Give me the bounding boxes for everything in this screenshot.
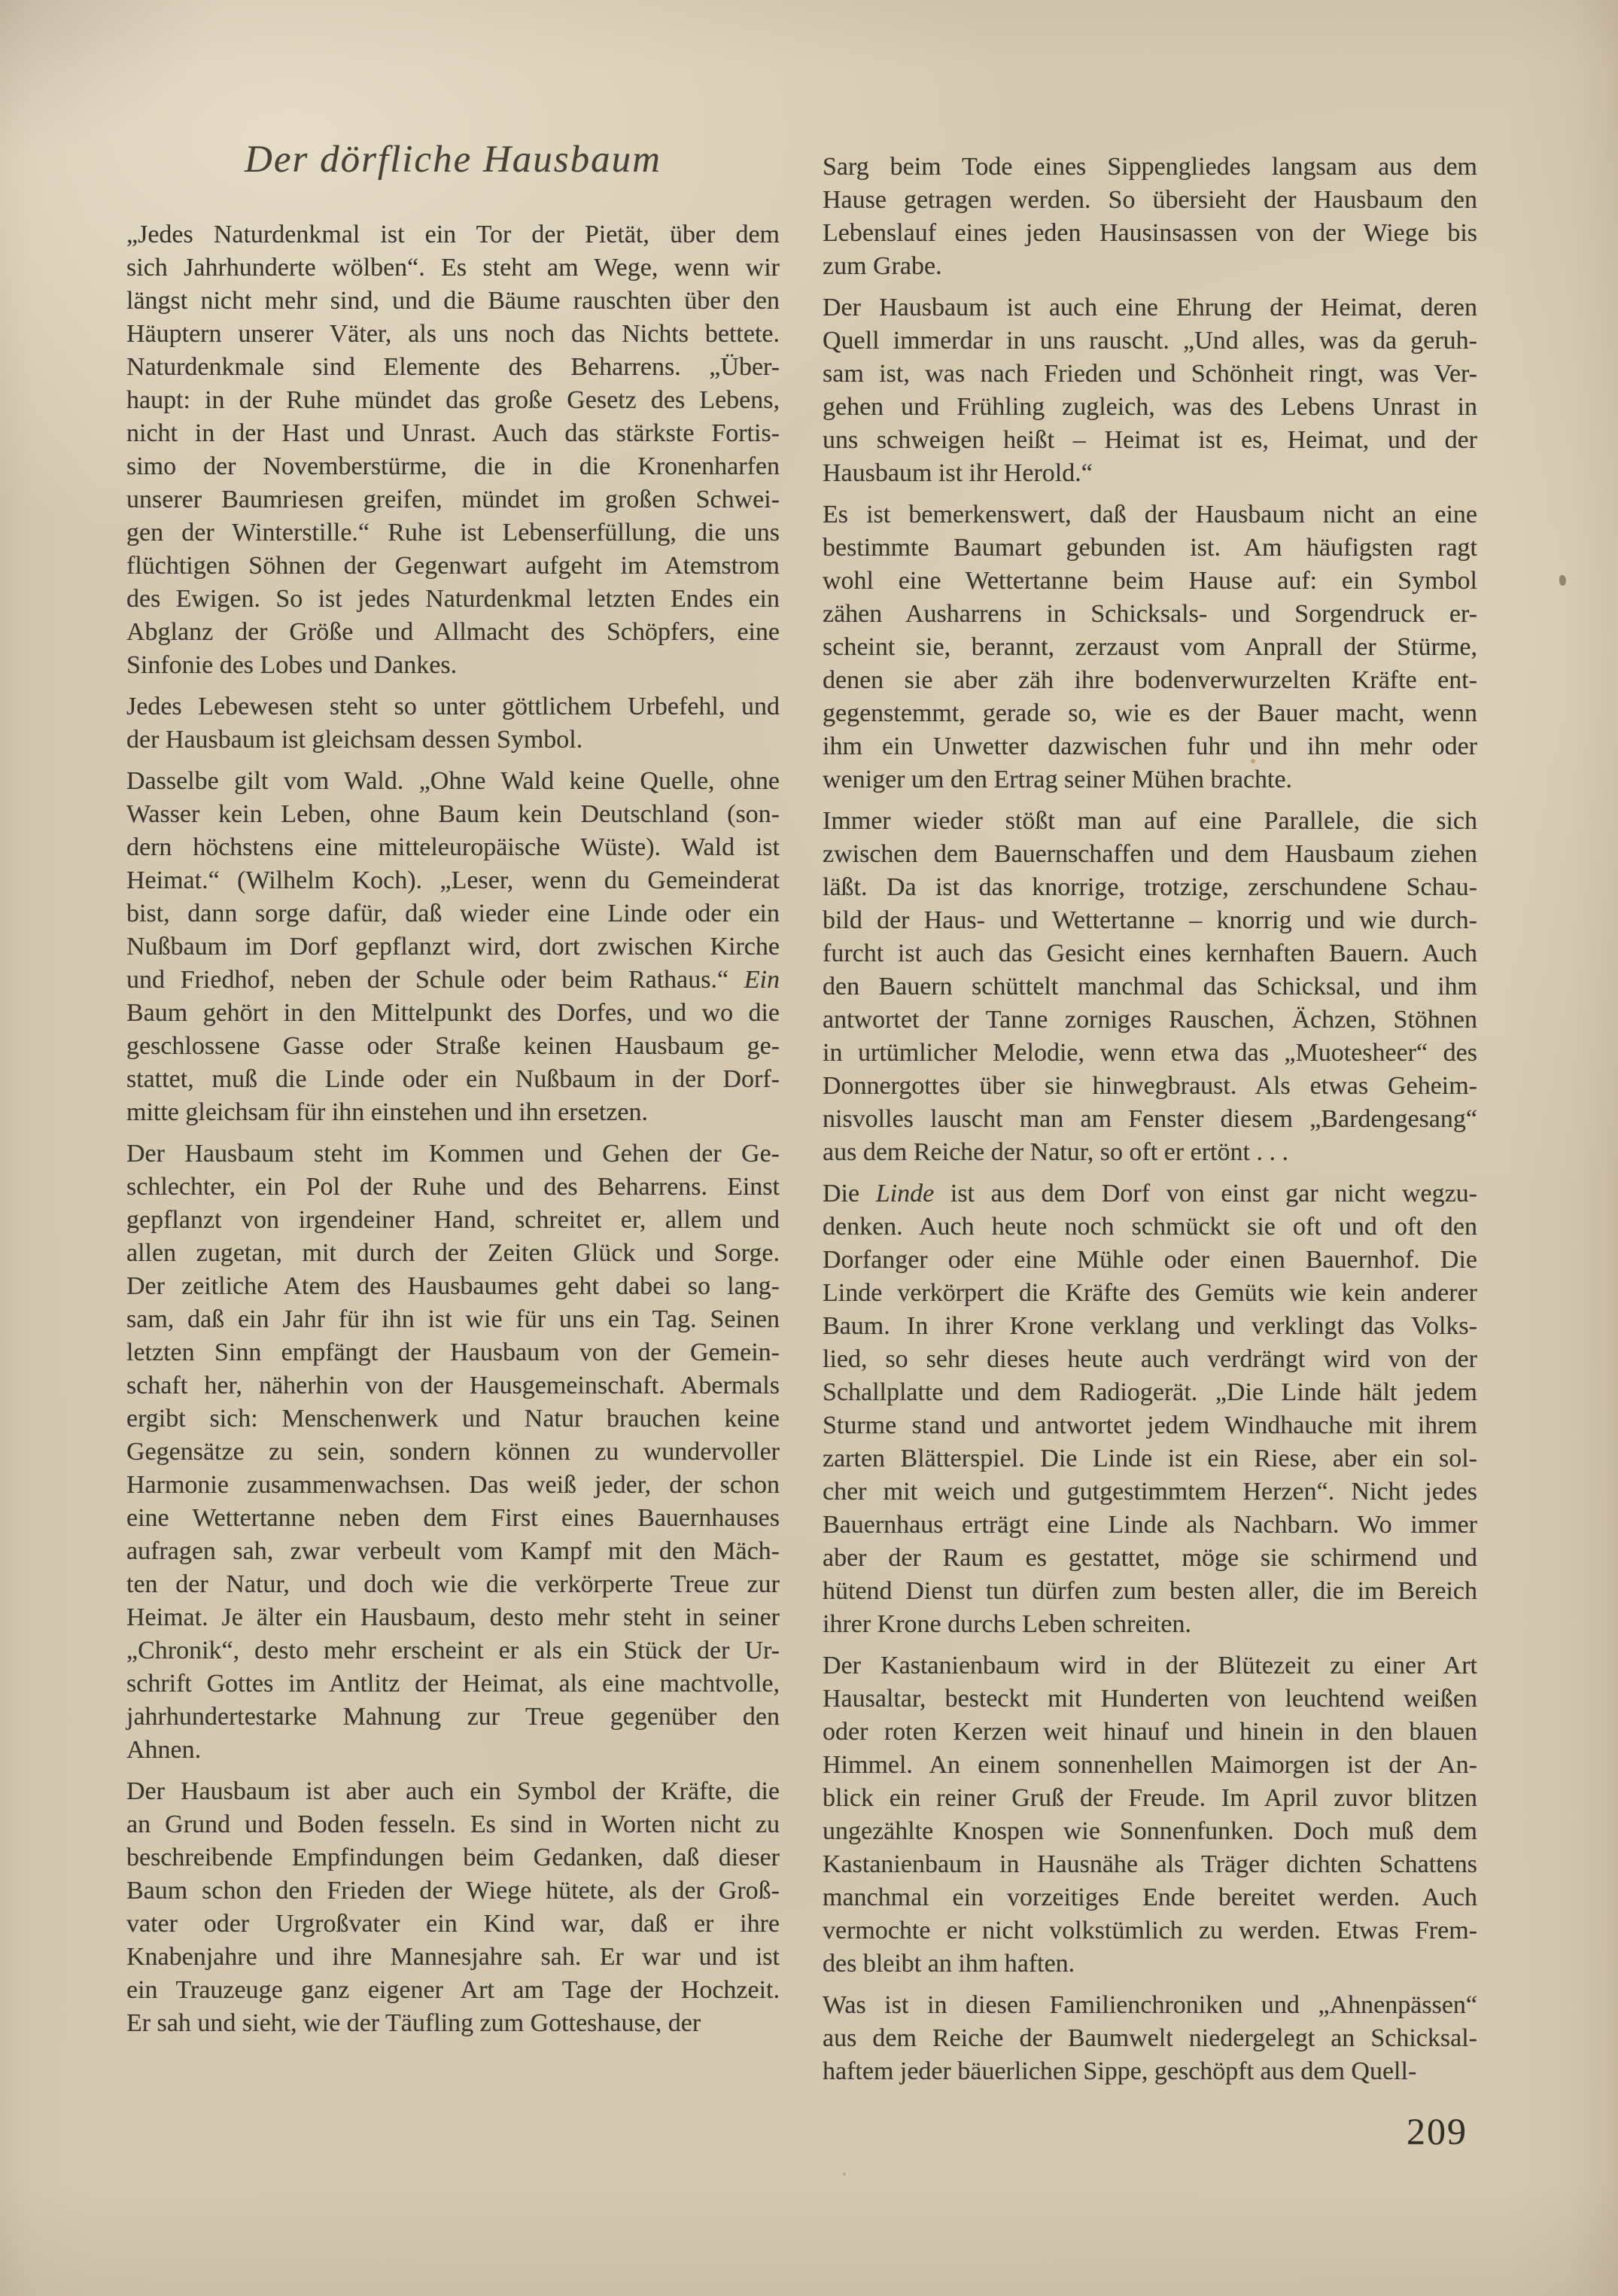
- text-line: aus dem Reiche der Natur, so oft er ertönt . . .: [823, 1138, 1288, 1166]
- paper-speck: [843, 2173, 846, 2176]
- text-line: manchmal ein vorzeitiges Ende bereitet werden. Auch: [823, 1883, 1477, 1911]
- text-line: Ahnen.: [126, 1736, 202, 1764]
- text-line: Der Hausbaum ist aber auch ein Symbol der Kräfte, die: [126, 1777, 780, 1805]
- text-line: vater oder Urgroßvater ein Kind war, daß er ihre: [126, 1910, 780, 1938]
- text-line: Der Hausbaum ist auch eine Ehrung der Heimat, deren: [823, 294, 1477, 321]
- text-line: allen zugetan, mit durch der Zeiten Glück und Sorge.: [126, 1239, 780, 1267]
- text-line: ihrer Krone durchs Leben schreiten.: [823, 1610, 1191, 1638]
- text-line: simo der Novemberstürme, die in die Kronenharfen: [126, 452, 780, 480]
- text-line: nicht in der Hast und Unrast. Auch das stärkste Fortis-: [126, 419, 780, 447]
- text-line: cher mit weich und gutgestimmtem Herzen“. Nicht jedes: [823, 1478, 1477, 1506]
- text-line: wohl eine Wettertanne beim Hause auf: ein Symbol: [823, 567, 1477, 595]
- text-line: des Ewigen. So ist jedes Naturdenkmal letzten Endes ein: [126, 585, 780, 613]
- text-column-right: [823, 151, 1477, 2088]
- text-line: Häuptern unserer Väter, als uns noch das Nichts bettete.: [126, 320, 780, 348]
- text-line: zarten Blätterspiel. Die Linde ist ein Riese, aber ein sol-: [823, 1445, 1477, 1472]
- text-line: Harmonie zusammenwachsen. Das weiß jeder, der schon: [126, 1471, 780, 1499]
- text-line: Hausbaum ist ihr Herold.“: [823, 459, 1093, 487]
- text-line: Baum gehört in den Mittelpunkt des Dorfes, und wo die: [126, 999, 780, 1027]
- text-line: der Hausbaum ist gleichsam dessen Symbol.: [126, 726, 583, 754]
- text-line: beschreibende Empfindungen beim Gedanken, daß dieser: [126, 1844, 780, 1871]
- text-line: aus dem Reiche der Baumwelt niedergelegt an Schicksal-: [823, 2024, 1477, 2052]
- text-line: denken. Auch heute noch schmückt sie oft und oft den: [823, 1213, 1477, 1241]
- text-line: schlechter, ein Pol der Ruhe und des Beharrens. Einst: [126, 1173, 780, 1201]
- text-line: sich Jahrhunderte wölben“. Es steht am Wege, wenn wir: [126, 254, 780, 282]
- text-line: gehen und Frühling zugleich, was des Lebens Unrast in: [823, 393, 1477, 421]
- text-line: gepflanzt von irgendeiner Hand, schreitet er, allem und: [126, 1206, 780, 1234]
- text-line: dern höchstens eine mitteleuropäische Wüste). Wald ist: [126, 833, 780, 861]
- text-line: zwischen dem Bauernschaffen und dem Hausbaum ziehen: [823, 840, 1477, 868]
- text-line: Was ist in diesen Familienchroniken und „Ahnenpässen“: [823, 1991, 1477, 2019]
- text-line: bild der Haus- und Wettertanne – knorrig und wie durch-: [823, 906, 1477, 934]
- text-line: ergibt sich: Menschenwerk und Natur brauchen keine: [126, 1405, 780, 1433]
- text-line: in urtümlicher Melodie, wenn etwa das „Muotesheer“ des: [823, 1039, 1477, 1067]
- text-line: Sturme stand und antwortet jedem Windhauche mit ihrem: [823, 1411, 1477, 1439]
- paragraph: [126, 765, 780, 1129]
- text-line: Donnergottes über sie hinwegbraust. Als etwas Geheim-: [823, 1072, 1477, 1100]
- text-line: Schallplatte und dem Radiogerät. „Die Linde hält jedem: [823, 1378, 1477, 1406]
- text-line: Sinfonie des Lobes und Dankes.: [126, 651, 458, 679]
- paragraph: [126, 1775, 780, 2040]
- paragraph: [823, 1649, 1477, 1981]
- text-line: flüchtigen Söhnen der Gegenwart aufgeht im Atemstrom: [126, 552, 780, 580]
- text-line: eine Wettertanne neben dem First eines Bauernhauses: [126, 1504, 780, 1532]
- text-line: lied, so sehr dieses heute auch verdrängt wird von der: [823, 1345, 1477, 1373]
- page-title: Der dörfliche Hausbaum: [245, 139, 661, 181]
- text-line: bestimmte Baumart gebunden ist. Am häufigsten ragt: [823, 534, 1477, 562]
- text-line: geschlossene Gasse oder Straße keinen Hausbaum ge-: [126, 1032, 780, 1060]
- text-line: antwortet der Tanne zorniges Rauschen, Ächzen, Stöhnen: [823, 1006, 1477, 1034]
- paragraph: [823, 151, 1477, 283]
- text-line: hütend Dienst tun dürfen zum besten aller, die im Bereich: [823, 1577, 1477, 1605]
- text-line: oder roten Kerzen weit hinauf und hinein in den blauen: [823, 1718, 1477, 1746]
- text-line: Hausaltar, besteckt mit Hunderten von leuchtend weißen: [823, 1685, 1477, 1713]
- text-line: Immer wieder stößt man auf eine Parallele, die sich: [823, 807, 1477, 835]
- text-line: Heimat. Je älter ein Hausbaum, desto mehr steht in seiner: [126, 1603, 780, 1631]
- paper-speck: [1559, 575, 1566, 586]
- paragraph: [126, 218, 780, 682]
- text-line: Jedes Lebewesen steht so unter göttlichem Urbefehl, und: [126, 693, 780, 720]
- text-line: Die Linde ist aus dem Dorf von einst gar nicht wegzu-: [823, 1180, 1478, 1207]
- text-line: Baum schon den Frieden der Wiege hütete, als der Groß-: [126, 1877, 780, 1905]
- text-line: „Jedes Naturdenkmal ist ein Tor der Pietät, über dem: [126, 221, 780, 248]
- text-line: Sarg beim Tode eines Sippengliedes langsam aus dem: [823, 153, 1477, 181]
- text-line: Baum. In ihrer Krone verklang und verklingt das Volks-: [823, 1312, 1477, 1340]
- text-line: Der Kastanienbaum wird in der Blütezeit zu einer Art: [823, 1652, 1477, 1679]
- text-line: gegenstemmt, gerade so, wie es der Bauer macht, wenn: [823, 699, 1477, 727]
- text-line: gen der Winterstille.“ Ruhe ist Lebenserfüllung, die uns: [126, 519, 780, 547]
- text-line: „Chronik“, desto mehr erscheint er als ein Stück der Ur-: [126, 1637, 780, 1664]
- text-line: Quell immerdar in uns rauscht. „Und alles, was da geruh-: [823, 327, 1477, 355]
- text-line: schaft her, näherhin von der Hausgemeinschaft. Abermals: [126, 1372, 780, 1399]
- text-line: nisvolles lauscht man am Fenster diesem „Bardengesang“: [823, 1105, 1477, 1133]
- paragraph: [823, 1177, 1477, 1641]
- text-line: längst nicht mehr sind, und die Bäume rauschten über den: [126, 287, 780, 315]
- text-line: Nußbaum im Dorf gepflanzt wird, dort zwischen Kirche: [126, 933, 780, 961]
- text-line: uns schweigen heißt – Heimat ist es, Heimat, und der: [823, 426, 1477, 454]
- paragraph: [823, 805, 1477, 1169]
- text-line: vermochte er nicht volkstümlich zu werden. Etwas Frem-: [823, 1917, 1477, 1944]
- text-line: bist, dann sorge dafür, daß wieder eine Linde oder ein: [126, 900, 780, 927]
- text-line: Lebenslauf eines jeden Hausinsassen von der Wiege bis: [823, 219, 1477, 247]
- text-line: ungezählte Knospen wie Sonnenfunken. Doch muß dem: [823, 1817, 1477, 1845]
- text-line: aufragen sah, zwar verbeult vom Kampf mit den Mäch-: [126, 1537, 780, 1565]
- text-line: Dasselbe gilt vom Wald. „Ohne Wald keine Quelle, ohne: [126, 767, 780, 795]
- text-line: Linde verkörpert die Kräfte des Gemüts wie kein anderer: [823, 1279, 1477, 1307]
- text-line: blick ein reiner Gruß der Freude. Im April zuvor blitzen: [823, 1784, 1477, 1812]
- paragraph: [126, 1137, 780, 1767]
- text-line: zähen Ausharrens in Schicksals- und Sorgendruck er-: [823, 600, 1477, 628]
- text-line: denen sie aber zäh ihre bodenverwurzelten Kräfte ent-: [823, 666, 1477, 694]
- text-line: furcht ist auch das Gesicht eines kernhaften Bauern. Auch: [823, 939, 1477, 967]
- text-line: Der Hausbaum steht im Kommen und Gehen der Ge-: [126, 1140, 780, 1168]
- paragraph: [126, 690, 780, 757]
- page-number: 209: [1407, 2110, 1467, 2152]
- text-line: den Bauern schüttelt manchmal das Schicksal, und ihm: [823, 973, 1477, 1000]
- paragraph: [823, 498, 1477, 796]
- text-line: aber der Raum es gestattet, möge sie schirmend und: [823, 1544, 1477, 1572]
- text-line: Himmel. An einem sonnenhellen Maimorgen ist der An-: [823, 1751, 1477, 1779]
- text-line: läßt. Da ist das knorrige, trotzige, zerschundene Schau-: [823, 873, 1477, 901]
- text-line: des bleibt an ihm haften.: [823, 1950, 1075, 1978]
- paragraph: [823, 291, 1477, 490]
- text-line: stattet, muß die Linde oder ein Nußbaum in der Dorf-: [126, 1065, 780, 1093]
- text-line: haupt: in der Ruhe mündet das große Gesetz des Lebens,: [126, 386, 780, 414]
- text-line: Wasser kein Leben, ohne Baum kein Deutschland (son-: [126, 800, 780, 828]
- text-line: an Grund und Boden fesseln. Es sind in Worten nicht zu: [126, 1810, 780, 1838]
- text-column-left: [126, 218, 780, 2040]
- text-line: sam, daß ein Jahr für ihn ist wie für uns ein Tag. Seinen: [126, 1305, 780, 1333]
- text-line: Heimat.“ (Wilhelm Koch). „Leser, wenn du Gemeinderat: [126, 866, 780, 894]
- text-line: Naturdenkmale sind Elemente des Beharrens. „Über-: [126, 353, 780, 381]
- text-line: scheint sie, berannt, zerzaust vom Anprall der Stürme,: [823, 633, 1477, 661]
- text-line: mitte gleichsam für ihn einstehen und ihn ersetzen.: [126, 1098, 649, 1126]
- text-line: jahrhundertestarke Mahnung zur Treue gegenüber den: [126, 1703, 780, 1731]
- text-line: zum Grabe.: [823, 252, 942, 280]
- text-line: ein Trauzeuge ganz eigener Art am Tage der Hochzeit.: [126, 1976, 780, 2004]
- text-line: Knabenjahre und ihre Mannesjahre sah. Er war und ist: [126, 1943, 780, 1971]
- text-line: unserer Baumriesen greifen, mündet im großen Schwei-: [126, 486, 780, 513]
- text-line: weniger um den Ertrag seiner Mühen brachte.: [823, 766, 1293, 793]
- text-line: sam ist, was nach Frieden und Schönheit ringt, was Ver-: [823, 360, 1477, 388]
- text-line: Es ist bemerkenswert, daß der Hausbaum nicht an eine: [823, 501, 1477, 528]
- text-line: ten der Natur, und doch wie die verkörperte Treue zur: [126, 1570, 780, 1598]
- text-line: schrift Gottes im Antlitz der Heimat, als eine machtvolle,: [126, 1670, 780, 1698]
- text-line: haftem jeder bäuerlichen Sippe, geschöpft aus dem Quell-: [823, 2057, 1417, 2085]
- text-line: und Friedhof, neben der Schule oder beim Rathaus.“ Ein: [126, 966, 780, 994]
- text-line: Er sah und sieht, wie der Täufling zum Gotteshause, der: [126, 2009, 701, 2037]
- text-line: Dorfanger oder eine Mühle oder einen Bauernhof. Die: [823, 1246, 1477, 1274]
- text-line: Kastanienbaum in Hausnähe als Träger dichten Schattens: [823, 1850, 1477, 1878]
- text-line: Gegensätze zu sein, sondern können zu wundervoller: [126, 1438, 780, 1466]
- text-line: Der zeitliche Atem des Hausbaumes geht dabei so lang-: [126, 1272, 780, 1300]
- text-line: Hause getragen werden. So übersieht der Hausbaum den: [823, 186, 1477, 214]
- text-line: Abglanz der Größe und Allmacht des Schöpfers, eine: [126, 618, 780, 646]
- text-line: ihm ein Unwetter dazwischen fuhr und ihn mehr oder: [823, 732, 1477, 760]
- paragraph: [823, 1989, 1477, 2088]
- text-line: letzten Sinn empfängt der Hausbaum von der Gemein-: [126, 1338, 780, 1366]
- text-line: Bauernhaus erträgt eine Linde als Nachbarn. Wo immer: [823, 1511, 1477, 1539]
